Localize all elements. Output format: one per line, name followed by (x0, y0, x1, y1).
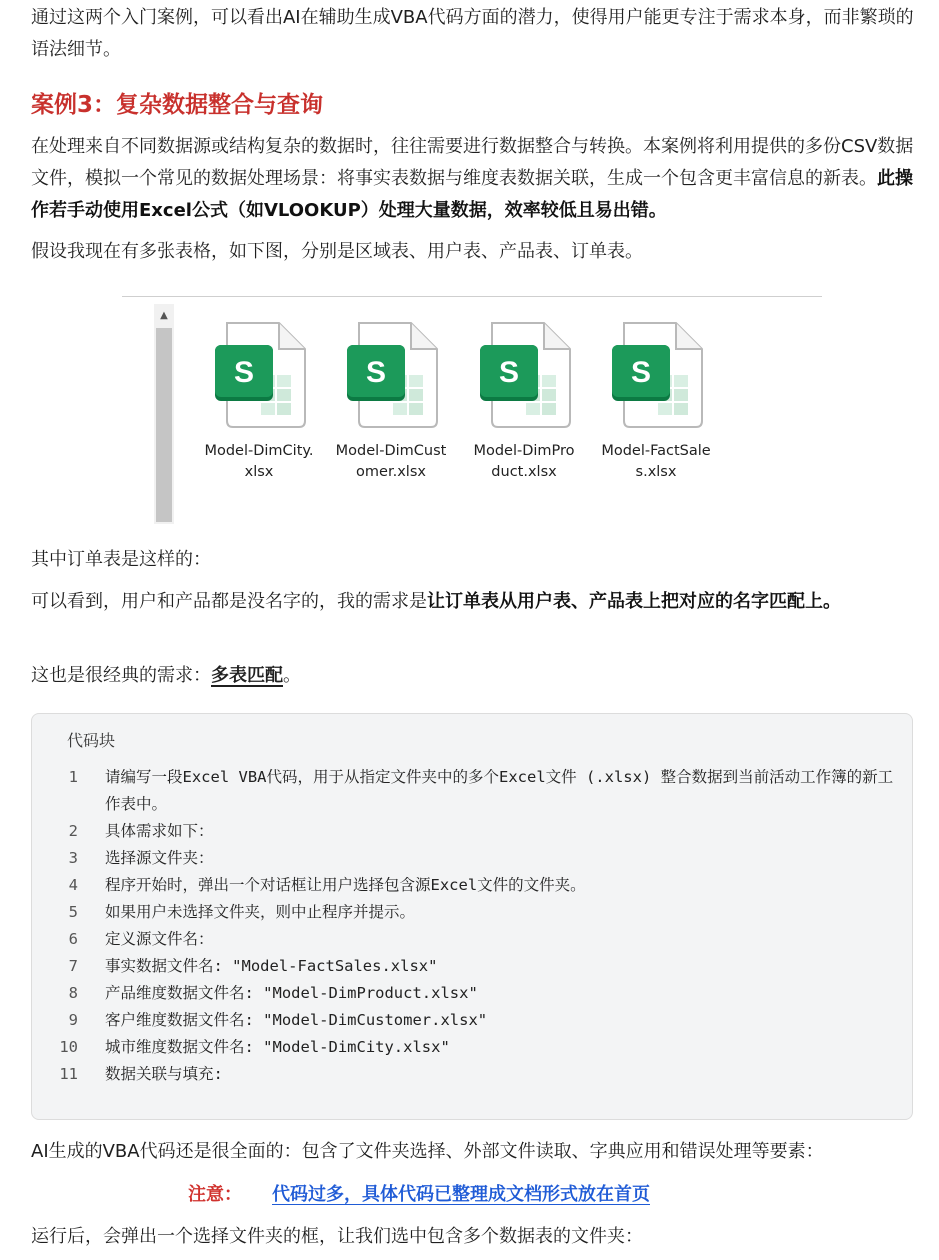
classic-need-end: 。 (283, 665, 301, 686)
spreadsheet-icon (606, 321, 706, 429)
file-name: Model-DimCity. xlsx (204, 443, 314, 480)
code-text: 如果用户未选择文件夹，则中止程序并提示。 (105, 903, 416, 921)
line-number: 11 (59, 1065, 78, 1083)
line-number: 4 (68, 876, 78, 894)
code-block-label: 代码块 (67, 731, 116, 750)
file-name: Model-DimPro duct.xlsx (473, 443, 575, 480)
code-text: 请编写一段Excel VBA代码，用于从指定文件夹中的多个Excel文件 (.xlsx) 整合数据到当前活动工作簿的新工作表中。 (105, 768, 894, 813)
line-number: 10 (59, 1038, 78, 1056)
code-text: 城市维度数据文件名: "Model-DimCity.xlsx" (105, 1038, 450, 1056)
requirement-bold: 让订单表从用户表、产品表上把对应的名字匹配上。 (427, 591, 841, 612)
line-number: 3 (68, 849, 78, 867)
line-number: 7 (68, 957, 78, 975)
requirement-paragraph (31, 586, 916, 618)
line-number: 2 (68, 822, 78, 840)
file-item[interactable] (199, 321, 319, 483)
case3-paragraph (31, 131, 916, 227)
file-icon-letter: S (233, 356, 255, 389)
code-text: 产品维度数据文件名: "Model-DimProduct.xlsx" (105, 984, 478, 1002)
spreadsheet-icon (341, 321, 441, 429)
file-item[interactable] (596, 321, 716, 483)
file-icon-letter: S (630, 356, 652, 389)
file-item[interactable] (331, 321, 451, 483)
code-text: 数据关联与填充: (105, 1065, 223, 1083)
code-text: 程序开始时，弹出一个对话框让用户选择包含源Excel文件的文件夹。 (105, 876, 586, 894)
file-icon-letter: S (365, 356, 387, 389)
scroll-up-icon[interactable]: ▲ (154, 304, 174, 326)
requirement-text: 可以看到，用户和产品都是没名字的，我的需求是 (31, 591, 427, 612)
code-text: 定义源文件名： (105, 930, 214, 948)
multi-table-match: 多表匹配 (211, 665, 283, 686)
spreadsheet-icon (209, 321, 309, 429)
summary-paragraph: AI生成的VBA代码还是很全面的：包含了文件夹选择、外部文件读取、字典应用和错误处理等要素： (31, 1141, 824, 1162)
file-name: Model-DimCust omer.xlsx (335, 443, 447, 480)
spreadsheet-icon (474, 321, 574, 429)
tables-description: 假设我现在有多张表格，如下图，分别是区域表、用户表、产品表、订单表。 (31, 241, 643, 262)
case3-paragraph-bold: 此操作若手动使用Excel公式（如VLOOKUP）处理大量数据，效率较低且易出错。 (31, 168, 913, 221)
file-icon-letter: S (498, 356, 520, 389)
file-name: Model-FactSale s.xlsx (601, 443, 711, 480)
code-text: 选择源文件夹： (105, 849, 214, 867)
case3-paragraph-text: 在处理来自不同数据源或结构复杂的数据时，往往需要进行数据整合与转换。本案例将利用提供的多份CSV数据文件，模拟一个常见的数据处理场景：将事实表数据与维度表数据关联，生成一个包含更丰富信息的新表。 (31, 136, 914, 189)
code-text: 具体需求如下： (105, 822, 214, 840)
file-explorer-screenshot (122, 296, 822, 526)
line-number: 8 (68, 984, 78, 1002)
line-number: 6 (68, 930, 78, 948)
case3-heading: 案例3：复杂数据整合与查询 (31, 92, 324, 118)
classic-need-text: 这也是很经典的需求： (31, 665, 211, 686)
run-paragraph: 运行后，会弹出一个选择文件夹的框，让我们选中包含多个数据表的文件夹： (31, 1226, 643, 1247)
file-item[interactable] (464, 321, 584, 483)
vertical-scrollbar[interactable] (154, 304, 174, 524)
line-number: 5 (68, 903, 78, 921)
intro-paragraph: 通过这两个入门案例，可以看出AI在辅助生成VBA代码方面的潜力，使得用户能更专注于需求本身，而非繁琐的语法细节。 (31, 7, 914, 60)
note-link[interactable]: 代码过多，具体代码已整理成文档形式放在首页 (272, 1184, 650, 1205)
line-number: 9 (68, 1011, 78, 1029)
line-number: 1 (68, 768, 78, 786)
note-label: 注意： (188, 1184, 242, 1205)
scroll-thumb[interactable] (156, 328, 172, 522)
divider (122, 296, 822, 297)
classic-need-paragraph (31, 660, 916, 692)
code-text: 客户维度数据文件名: "Model-DimCustomer.xlsx" (105, 1011, 488, 1029)
code-text: 事实数据文件名: "Model-FactSales.xlsx" (105, 957, 438, 975)
order-table-intro: 其中订单表是这样的： (31, 549, 211, 570)
code-block (31, 713, 913, 1120)
